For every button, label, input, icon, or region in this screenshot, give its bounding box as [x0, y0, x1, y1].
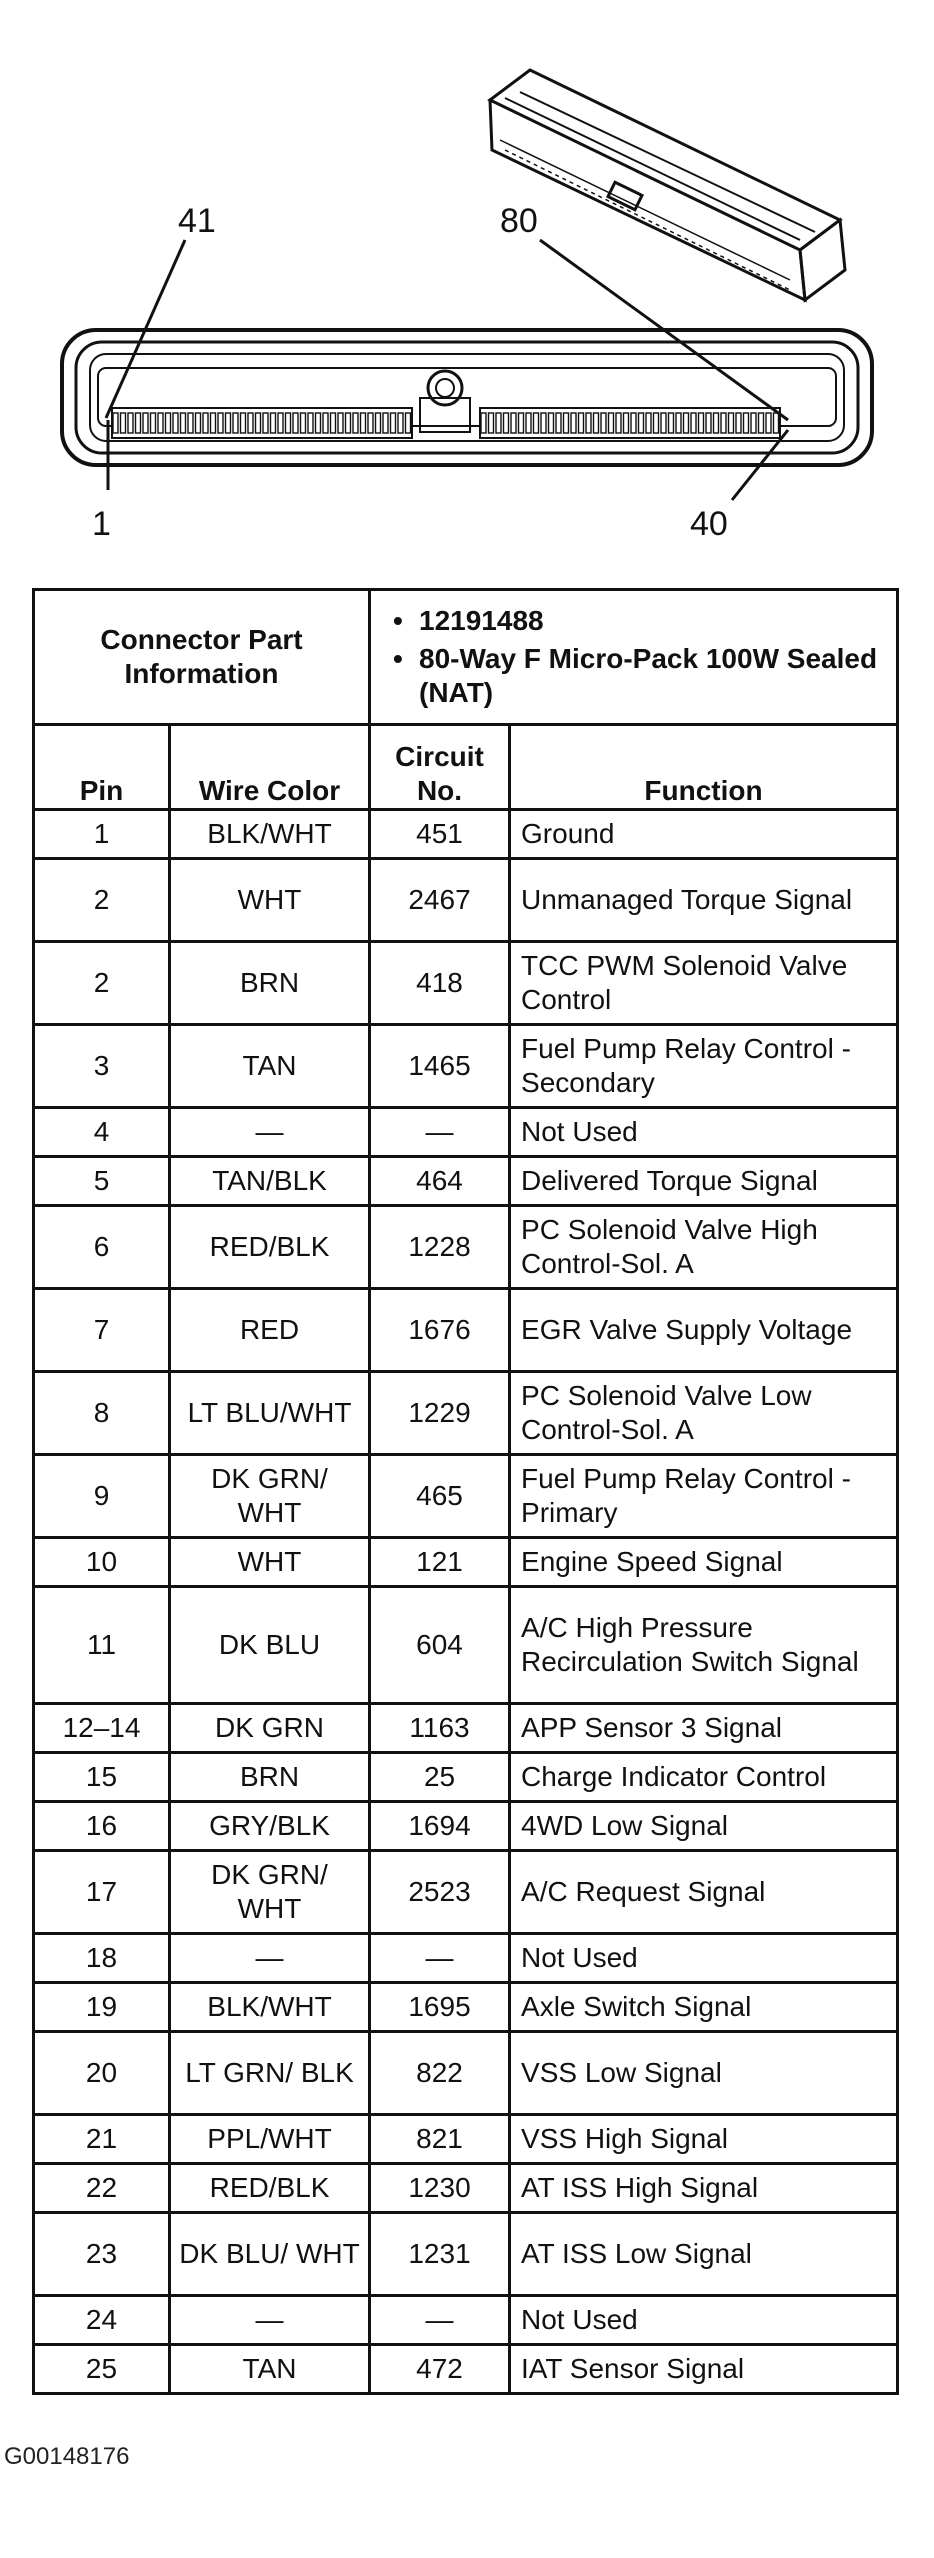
table-row	[34, 2345, 898, 2394]
circuit-cell: —	[370, 1934, 510, 1983]
pin-cell: 6	[34, 1206, 170, 1289]
table-row	[34, 1802, 898, 1851]
table-row	[34, 1851, 898, 1934]
function-cell: IAT Sensor Signal	[510, 2345, 898, 2394]
connector-pin	[181, 413, 186, 433]
pin-cell: 5	[34, 1157, 170, 1206]
connector-pin	[293, 413, 298, 433]
function-cell: Delivered Torque Signal	[510, 1157, 898, 1206]
circuit-cell: 604	[370, 1587, 510, 1704]
connector-pin	[526, 413, 531, 433]
function-cell: VSS High Signal	[510, 2115, 898, 2164]
pin-cell: 2	[34, 942, 170, 1025]
connector-pin	[766, 413, 771, 433]
header-pin: Pin	[34, 725, 170, 810]
pin-cell: 22	[34, 2164, 170, 2213]
connector-pin	[376, 413, 381, 433]
connector-pin	[571, 413, 576, 433]
table-row	[34, 1108, 898, 1157]
connector-pin	[398, 413, 403, 433]
figure-id: G00148176	[4, 2443, 130, 2470]
pin-label-40: 40	[690, 505, 728, 543]
pin-label-1: 1	[92, 505, 111, 543]
table-header-row	[34, 725, 898, 810]
function-cell: Engine Speed Signal	[510, 1538, 898, 1587]
connector-pin	[128, 413, 133, 433]
connector-pin	[661, 413, 666, 433]
connector-pin	[586, 413, 591, 433]
connector-pin	[751, 413, 756, 433]
wire-color-cell: RED	[170, 1289, 370, 1372]
wire-color-cell: TAN	[170, 2345, 370, 2394]
connector-pin	[646, 413, 651, 433]
connector-pin	[248, 413, 253, 433]
wire-color-cell: —	[170, 1108, 370, 1157]
connector-pin	[188, 413, 193, 433]
wire-color-cell: DK BLU	[170, 1587, 370, 1704]
wire-color-cell: DK BLU/ WHT	[170, 2213, 370, 2296]
connector-pin	[331, 413, 336, 433]
pin-cell: 9	[34, 1455, 170, 1538]
pin-cell: 16	[34, 1802, 170, 1851]
connector-side-view	[490, 70, 845, 300]
connector-pin	[601, 413, 606, 433]
wire-color-cell: —	[170, 1934, 370, 1983]
connector-pin	[654, 413, 659, 433]
connector-pin	[121, 413, 126, 433]
connector-pin	[166, 413, 171, 433]
circuit-cell: 821	[370, 2115, 510, 2164]
pin-cell: 11	[34, 1587, 170, 1704]
pin-cell: 24	[34, 2296, 170, 2345]
function-cell: EGR Valve Supply Voltage	[510, 1289, 898, 1372]
circuit-cell: 2467	[370, 859, 510, 942]
connector-pin	[774, 413, 779, 433]
table-row	[34, 2032, 898, 2115]
connector-diagram	[0, 0, 934, 560]
wire-color-cell: PPL/WHT	[170, 2115, 370, 2164]
table-row	[34, 810, 898, 859]
pin-label-80: 80	[500, 202, 538, 240]
wire-color-cell: BRN	[170, 942, 370, 1025]
function-cell: Not Used	[510, 1934, 898, 1983]
pin-cell: 25	[34, 2345, 170, 2394]
circuit-cell: 1676	[370, 1289, 510, 1372]
connector-pin	[196, 413, 201, 433]
connector-pin	[519, 413, 524, 433]
circuit-cell: 1229	[370, 1372, 510, 1455]
function-cell: A/C Request Signal	[510, 1851, 898, 1934]
circuit-cell: 418	[370, 942, 510, 1025]
connector-pin	[684, 413, 689, 433]
circuit-cell: 1694	[370, 1802, 510, 1851]
circuit-cell: 1230	[370, 2164, 510, 2213]
connector-pin	[744, 413, 749, 433]
table-row	[34, 1587, 898, 1704]
connector-pin	[323, 413, 328, 433]
connector-pin	[173, 413, 178, 433]
table-row	[34, 2164, 898, 2213]
table-row	[34, 1455, 898, 1538]
connector-pin	[203, 413, 208, 433]
pin-cell: 23	[34, 2213, 170, 2296]
connector-pin	[361, 413, 366, 433]
connector-pin	[489, 413, 494, 433]
pin-cell: 7	[34, 1289, 170, 1372]
pin-cell: 18	[34, 1934, 170, 1983]
connector-pin	[579, 413, 584, 433]
connector-pin	[301, 413, 306, 433]
wire-color-cell: GRY/BLK	[170, 1802, 370, 1851]
circuit-cell: 1163	[370, 1704, 510, 1753]
connector-info-label: Connector Part Information	[34, 590, 370, 725]
table-row	[34, 1934, 898, 1983]
connector-pin	[256, 413, 261, 433]
connector-pin	[556, 413, 561, 433]
pin-cell: 19	[34, 1983, 170, 2032]
table-row	[34, 1372, 898, 1455]
table-row	[34, 942, 898, 1025]
table-row	[34, 1025, 898, 1108]
function-cell: TCC PWM Solenoid Valve Control	[510, 942, 898, 1025]
connector-pin	[271, 413, 276, 433]
function-cell: Unmanaged Torque Signal	[510, 859, 898, 942]
connector-pin	[504, 413, 509, 433]
pin-cell: 15	[34, 1753, 170, 1802]
table-row	[34, 1538, 898, 1587]
connector-pin	[759, 413, 764, 433]
wire-color-cell: LT GRN/ BLK	[170, 2032, 370, 2115]
connector-pin	[113, 413, 118, 433]
connector-pin	[391, 413, 396, 433]
table-row	[34, 859, 898, 942]
connector-pin	[368, 413, 373, 433]
connector-pin	[346, 413, 351, 433]
function-cell: APP Sensor 3 Signal	[510, 1704, 898, 1753]
connector-pinout-table	[32, 588, 899, 2395]
connector-pin	[534, 413, 539, 433]
table-row	[34, 1704, 898, 1753]
connector-pin	[639, 413, 644, 433]
circuit-cell: —	[370, 1108, 510, 1157]
header-circuit-no: Circuit No.	[370, 725, 510, 810]
connector-pin	[481, 413, 486, 433]
connector-pin	[158, 413, 163, 433]
wire-color-cell: DK GRN/ WHT	[170, 1851, 370, 1934]
table-row	[34, 2115, 898, 2164]
connector-pin	[549, 413, 554, 433]
table-row	[34, 1983, 898, 2032]
pin-cell: 4	[34, 1108, 170, 1157]
function-cell: VSS Low Signal	[510, 2032, 898, 2115]
connector-pin	[383, 413, 388, 433]
circuit-cell: 451	[370, 810, 510, 859]
circuit-cell: —	[370, 2296, 510, 2345]
wire-color-cell: WHT	[170, 859, 370, 942]
connector-pin	[721, 413, 726, 433]
table-row	[34, 2296, 898, 2345]
connector-pin	[541, 413, 546, 433]
header-wire-color: Wire Color	[170, 725, 370, 810]
function-cell: Ground	[510, 810, 898, 859]
table-row	[34, 1753, 898, 1802]
connector-pin	[669, 413, 674, 433]
pin-label-41: 41	[178, 202, 216, 240]
circuit-cell: 2523	[370, 1851, 510, 1934]
circuit-cell: 25	[370, 1753, 510, 1802]
connector-pin	[226, 413, 231, 433]
function-cell: A/C High Pressure Recirculation Switch Signal	[510, 1587, 898, 1704]
wire-color-cell: TAN/BLK	[170, 1157, 370, 1206]
pin-cell: 12–14	[34, 1704, 170, 1753]
circuit-cell: 1695	[370, 1983, 510, 2032]
pin-cell: 21	[34, 2115, 170, 2164]
function-cell: Not Used	[510, 1108, 898, 1157]
connector-pin	[353, 413, 358, 433]
connector-pin	[241, 413, 246, 433]
connector-pin	[286, 413, 291, 433]
connector-pin	[564, 413, 569, 433]
connector-front-view	[62, 330, 872, 465]
pin-cell: 2	[34, 859, 170, 942]
table-info-row	[34, 590, 898, 725]
circuit-cell: 1228	[370, 1206, 510, 1289]
function-cell: Charge Indicator Control	[510, 1753, 898, 1802]
connector-pin	[714, 413, 719, 433]
function-cell: AT ISS Low Signal	[510, 2213, 898, 2296]
wire-color-cell: BRN	[170, 1753, 370, 1802]
circuit-cell: 465	[370, 1455, 510, 1538]
wire-color-cell: DK GRN/ WHT	[170, 1455, 370, 1538]
connector-pin	[624, 413, 629, 433]
connector-pin	[699, 413, 704, 433]
connector-pin	[136, 413, 141, 433]
circuit-cell: 822	[370, 2032, 510, 2115]
connector-pin	[263, 413, 268, 433]
connector-pin	[406, 413, 411, 433]
connector-pin	[316, 413, 321, 433]
connector-pin	[511, 413, 516, 433]
connector-pin	[211, 413, 216, 433]
table-row	[34, 2213, 898, 2296]
connector-pin	[308, 413, 313, 433]
circuit-cell: 464	[370, 1157, 510, 1206]
function-cell: AT ISS High Signal	[510, 2164, 898, 2213]
circuit-cell: 1231	[370, 2213, 510, 2296]
connector-description: • 80-Way F Micro-Pack 100W Sealed (NAT)	[393, 642, 888, 710]
connector-pin	[151, 413, 156, 433]
pin-cell: 17	[34, 1851, 170, 1934]
pin-cell: 1	[34, 810, 170, 859]
function-cell: Fuel Pump Relay Control - Secondary	[510, 1025, 898, 1108]
pin-cell: 20	[34, 2032, 170, 2115]
function-cell: 4WD Low Signal	[510, 1802, 898, 1851]
connector-pin	[676, 413, 681, 433]
pin-cell: 3	[34, 1025, 170, 1108]
pin-cell: 8	[34, 1372, 170, 1455]
header-function: Function	[510, 725, 898, 810]
connector-pin	[691, 413, 696, 433]
connector-pin	[338, 413, 343, 433]
circuit-cell: 121	[370, 1538, 510, 1587]
function-cell: Fuel Pump Relay Control - Primary	[510, 1455, 898, 1538]
table-row	[34, 1289, 898, 1372]
wire-color-cell: BLK/WHT	[170, 810, 370, 859]
connector-pin	[631, 413, 636, 433]
connector-pin	[729, 413, 734, 433]
connector-info-details	[370, 590, 898, 725]
wire-color-cell: DK GRN	[170, 1704, 370, 1753]
circuit-cell: 1465	[370, 1025, 510, 1108]
connector-pin	[736, 413, 741, 433]
circuit-cell: 472	[370, 2345, 510, 2394]
table-row	[34, 1157, 898, 1206]
wire-color-cell: BLK/WHT	[170, 1983, 370, 2032]
table-row	[34, 1206, 898, 1289]
wire-color-cell: RED/BLK	[170, 1206, 370, 1289]
function-cell: PC Solenoid Valve Low Control-Sol. A	[510, 1372, 898, 1455]
wire-color-cell: WHT	[170, 1538, 370, 1587]
connector-pin	[594, 413, 599, 433]
wire-color-cell: RED/BLK	[170, 2164, 370, 2213]
connector-part-number: • 12191488	[393, 604, 888, 638]
connector-pin	[278, 413, 283, 433]
pin-cell: 10	[34, 1538, 170, 1587]
connector-pin	[143, 413, 148, 433]
connector-pin	[218, 413, 223, 433]
wire-color-cell: LT BLU/WHT	[170, 1372, 370, 1455]
function-cell: Axle Switch Signal	[510, 1983, 898, 2032]
connector-pin	[706, 413, 711, 433]
wire-color-cell: TAN	[170, 1025, 370, 1108]
function-cell: Not Used	[510, 2296, 898, 2345]
connector-pin	[609, 413, 614, 433]
connector-pin	[496, 413, 501, 433]
wire-color-cell: —	[170, 2296, 370, 2345]
connector-drawing	[0, 0, 934, 560]
connector-pin	[616, 413, 621, 433]
function-cell: PC Solenoid Valve High Control-Sol. A	[510, 1206, 898, 1289]
connector-pin	[233, 413, 238, 433]
